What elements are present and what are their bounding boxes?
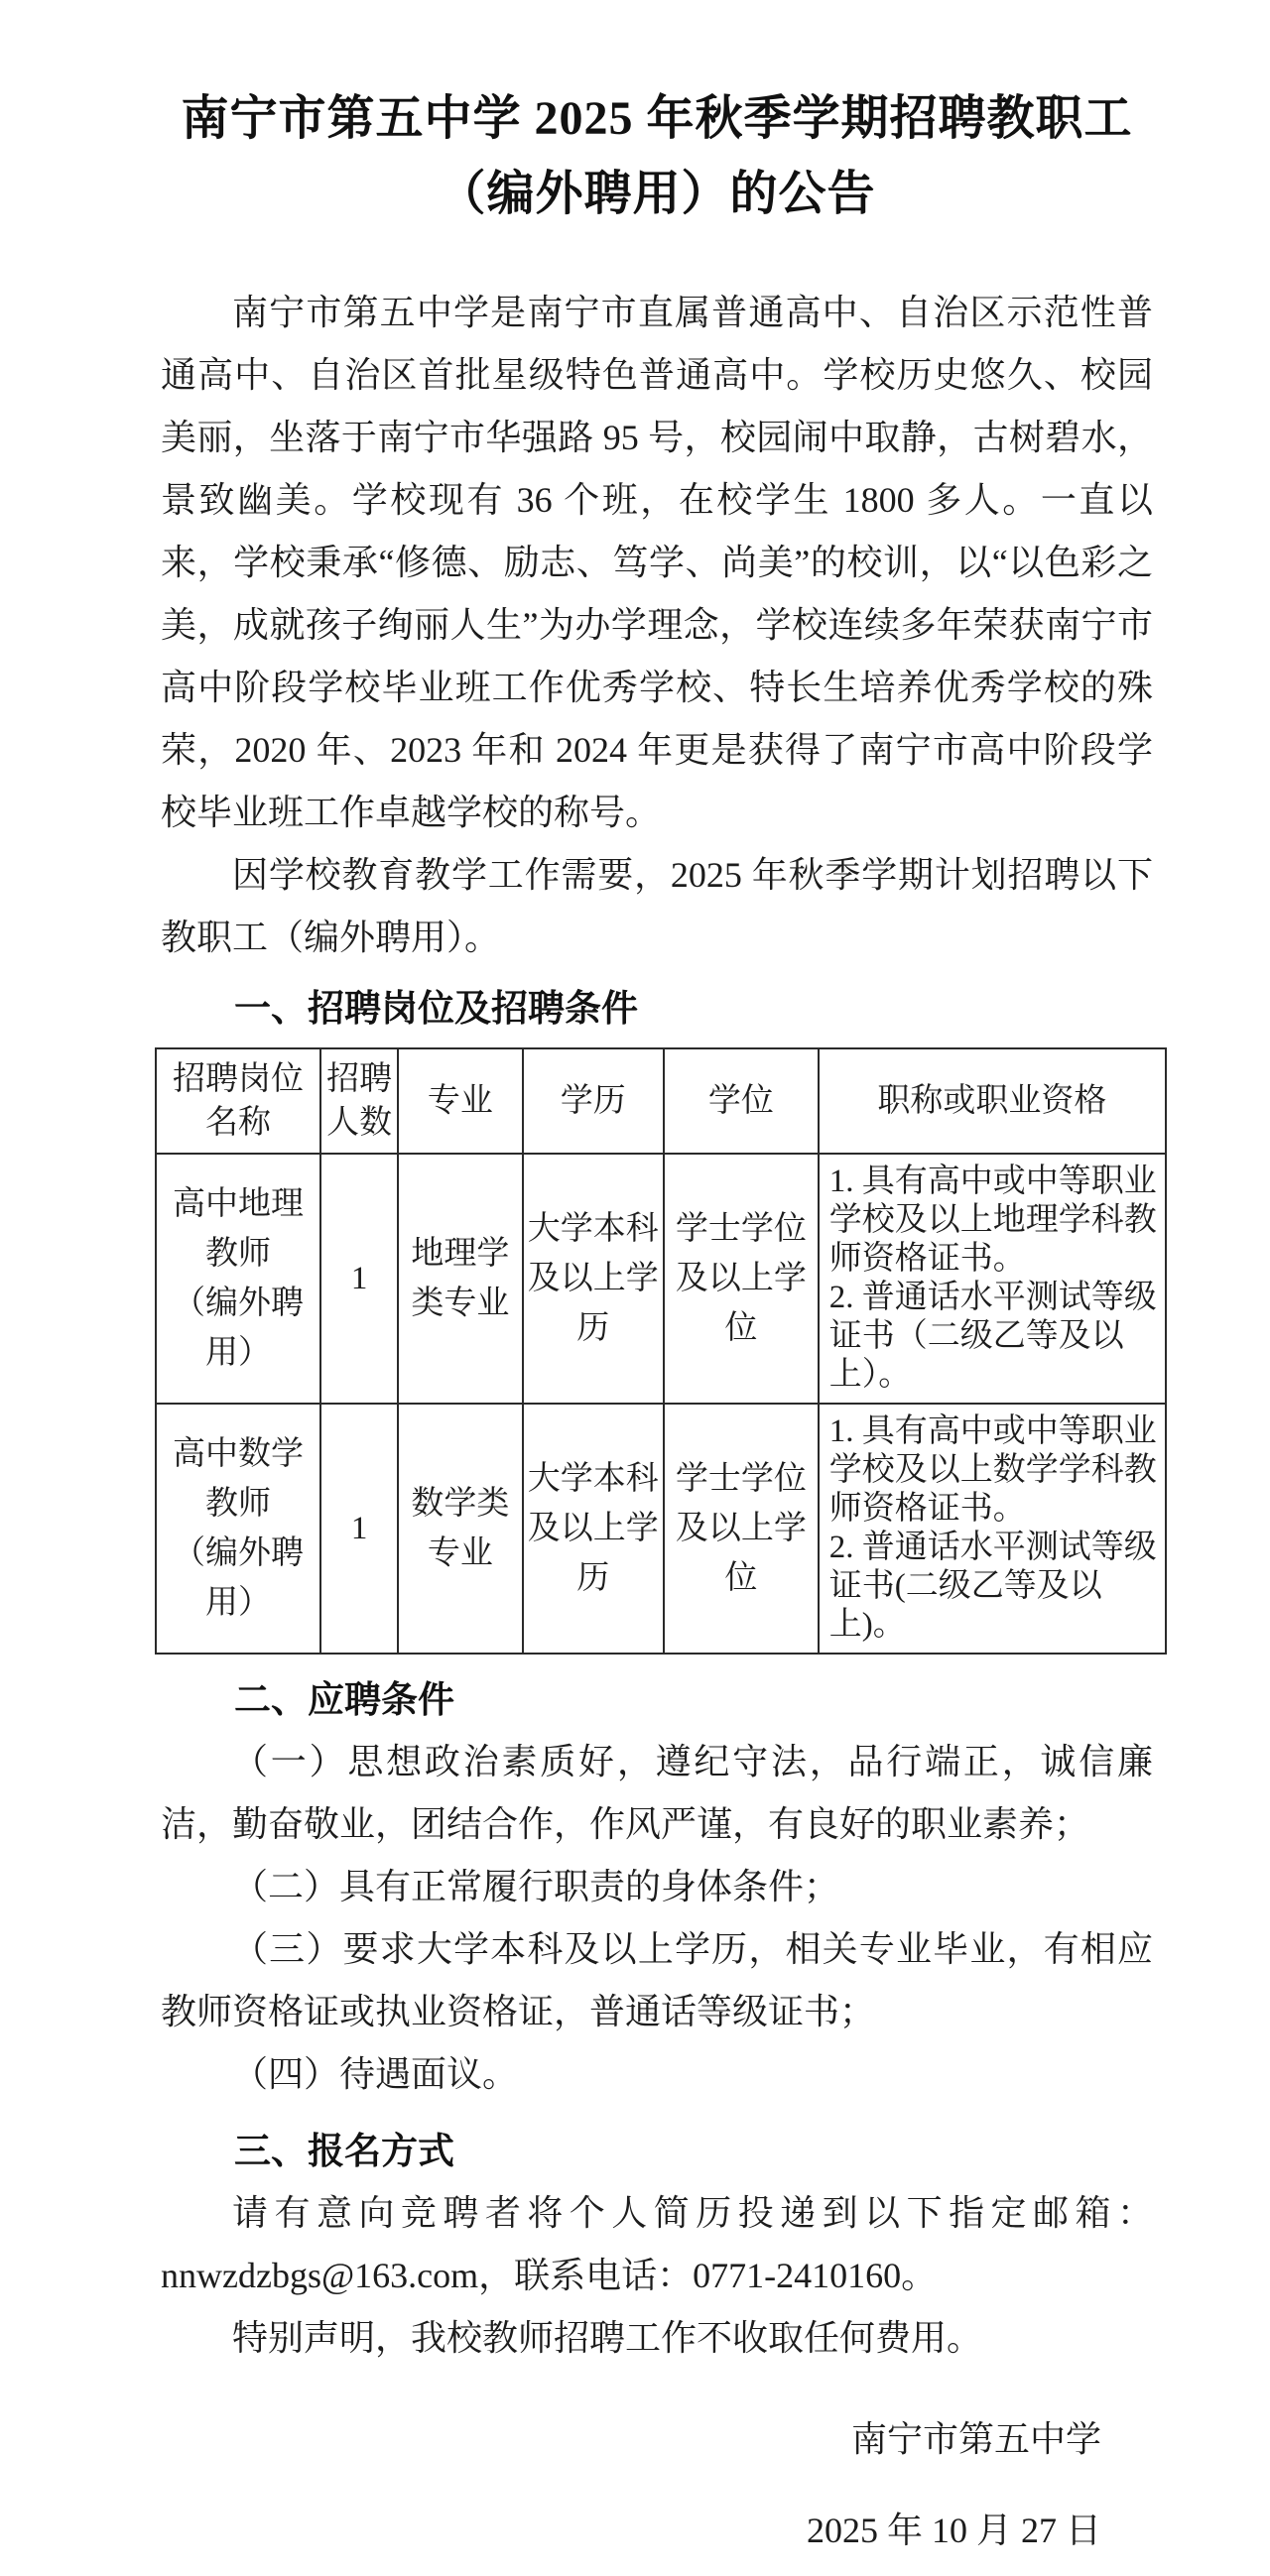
signature-block	[161, 2393, 1153, 2576]
header-cell-education: 学历	[523, 1048, 665, 1154]
signature-date: 2025 年 10 月 27 日	[806, 2511, 1101, 2550]
qualification-item-1: 1. 具有高中或中等职业学校及以上地理学科教师资格证书。	[828, 1164, 1157, 1277]
email-text: nnwzdzbgs@163.com	[161, 2256, 479, 2295]
position-note: （编外聘用）	[172, 1535, 304, 1621]
cell-education: 大学本科及以上学历	[523, 1154, 665, 1404]
qualification-item-1: 1. 具有高中或中等职业学校及以上数学学科教师资格证书。	[828, 1413, 1157, 1527]
document-body	[161, 282, 1157, 2576]
apply-paragraph	[161, 2182, 1153, 2307]
signature-org: 南宁市第五中学	[850, 2419, 1101, 2459]
header-cell-major: 专业	[398, 1048, 522, 1154]
cell-count: 1	[320, 1154, 398, 1404]
condition-item-1: （一）思想政治素质好，遵纪守法，品行端正，诚信廉洁，勤奋敬业，团结合作，作风严谨，有良好的职业素养；	[161, 1742, 1153, 1844]
apply-separator-text: ，联系电话：	[478, 2256, 694, 2295]
position-note: （编外聘用）	[172, 1286, 304, 1371]
table-row	[156, 1154, 1166, 1404]
cell-education: 大学本科及以上学历	[523, 1404, 665, 1654]
position-name: 高中地理教师	[172, 1186, 304, 1272]
apply-prefix-text: 请有意向竞聘者将个人简历投递到以下指定邮箱：	[232, 2193, 1153, 2233]
condition-item-2: （二）具有正常履行职责的身体条件；	[232, 1867, 840, 1906]
intro-paragraph: 南宁市第五中学是南宁市直属普通高中、自治区示范性普通高中、自治区首批星级特色普通高中。学校历史悠久、校园美丽，坐落于南宁市华强路 95 号，校园闹中取静，古树碧水，景致幽美。学校现有 36 个班，在校学生 1800 多人。一直以来，学校秉承“修德、励志、笃学、尚美”的校训，以“以色彩之美，成就孩子绚丽人生”为办学理念，学校连续多年荣获南宁市高中阶段学校毕业班工作优秀学校、特长生培养优秀学校的殊荣，2020 年、2023 年和 2024 年更是获得了南宁市高中阶段学校毕业班工作卓越学校的称号。	[161, 293, 1153, 832]
header-cell-count: 招聘人数	[320, 1048, 398, 1154]
section-3-heading: 三、报名方式	[234, 2131, 454, 2171]
section-2-heading: 二、应聘条件	[234, 1679, 454, 1720]
cell-qualification	[819, 1404, 1166, 1654]
header-cell-qualification: 职称或职业资格	[819, 1048, 1166, 1154]
cell-count: 1	[320, 1404, 398, 1654]
cell-position	[156, 1154, 320, 1404]
cell-major: 数学类专业	[398, 1404, 522, 1654]
apply-period-text: 。	[901, 2256, 938, 2295]
cell-qualification	[819, 1154, 1166, 1404]
cell-degree: 学士学位及以上学位	[664, 1404, 819, 1654]
position-name: 高中数学教师	[172, 1436, 304, 1522]
cell-major: 地理学类专业	[398, 1154, 522, 1404]
header-cell-position: 招聘岗位名称	[156, 1048, 320, 1154]
statement-paragraph: 特别声明，我校教师招聘工作不收取任何费用。	[232, 2318, 983, 2358]
cell-degree: 学士学位及以上学位	[664, 1154, 819, 1404]
need-paragraph: 因学校教育教学工作需要，2025 年秋季学期计划招聘以下教职工（编外聘用）。	[161, 855, 1153, 957]
title-line-1: 南宁市第五中学 2025 年秋季学期招聘教职工	[181, 92, 1133, 145]
table-header-row	[156, 1048, 1166, 1154]
document-title	[161, 81, 1153, 232]
title-line-2: （编外聘用）的公告	[438, 168, 876, 220]
header-cell-degree: 学位	[664, 1048, 819, 1154]
table-row	[156, 1404, 1166, 1654]
condition-item-3: （三）要求大学本科及以上学历，相关专业毕业，有相应教师资格证或执业资格证，普通话等级证书；	[161, 1929, 1153, 2031]
cell-position	[156, 1404, 320, 1654]
recruitment-table	[155, 1047, 1167, 1655]
qualification-item-2: 2. 普通话水平测试等级证书（二级乙等及以上）。	[828, 1280, 1157, 1393]
phone-text: 0771-2410160	[693, 2256, 902, 2295]
condition-item-4: （四）待遇面议。	[232, 2054, 519, 2094]
qualification-item-2: 2. 普通话水平测试等级证书(二级乙等及以上)。	[828, 1530, 1157, 1643]
section-1-heading: 一、招聘岗位及招聘条件	[234, 988, 638, 1029]
